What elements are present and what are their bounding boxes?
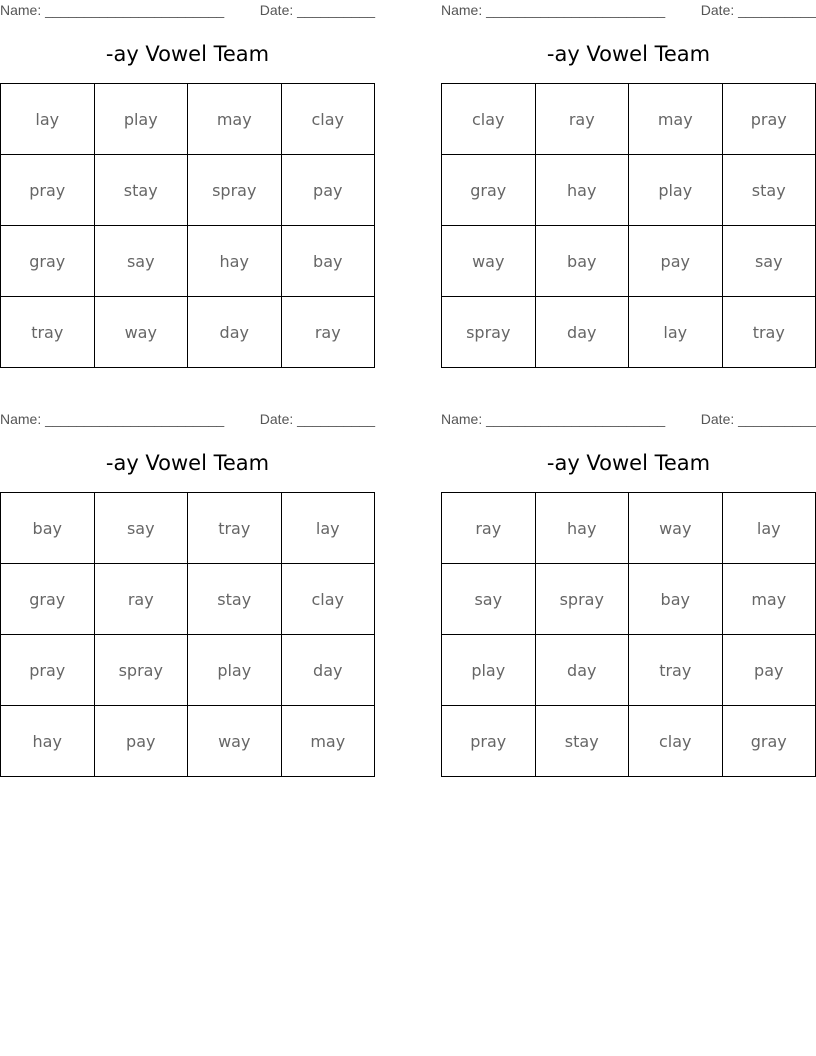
card-title: -ay Vowel Team [105,451,270,475]
grid-cell: tray [188,493,282,564]
grid-cell: may [629,84,723,155]
grid-row [442,226,816,297]
grid-cell: gray [722,706,816,777]
grid-cell: bay [535,226,629,297]
grid-cell: pay [94,706,188,777]
grid-cell: hay [535,493,629,564]
grid-cell: clay [281,564,375,635]
grid-cell: spray [94,635,188,706]
grid-cell: hay [188,226,282,297]
grid-cell: lay [281,493,375,564]
grid-cell: day [188,297,282,368]
grid-cell: pay [722,635,816,706]
grid-cell: lay [722,493,816,564]
grid-cell: pray [722,84,816,155]
grid-cell: tray [722,297,816,368]
grid-row [1,84,375,155]
grid-cell: pay [629,226,723,297]
name-field-label: Name: _______________________ [441,2,666,18]
grid-cell: pray [1,155,95,226]
grid-cell: way [629,493,723,564]
grid-row [1,155,375,226]
grid-row [442,155,816,226]
card-title: -ay Vowel Team [546,42,711,66]
grid-cell: gray [442,155,536,226]
card-header [441,2,816,18]
grid-cell: spray [442,297,536,368]
grid-cell: may [281,706,375,777]
date-field-label: Date: __________ [259,2,375,18]
grid-cell: way [188,706,282,777]
grid-row [1,564,375,635]
grid-cell: play [442,635,536,706]
grid-cell: lay [629,297,723,368]
grid-cell: stay [722,155,816,226]
date-field-label: Date: __________ [259,411,375,427]
grid-cell: spray [188,155,282,226]
name-field-label: Name: _______________________ [441,411,666,427]
grid-cell: lay [1,84,95,155]
card-header [0,411,375,427]
bingo-card-3 [0,409,375,774]
grid-cell: clay [442,84,536,155]
grid-cell: may [188,84,282,155]
grid-cell: gray [1,226,95,297]
card-header [441,411,816,427]
grid-cell: say [442,564,536,635]
grid-row [1,226,375,297]
grid-cell: clay [629,706,723,777]
grid-row [442,635,816,706]
grid-cell: hay [535,155,629,226]
bingo-card-4 [441,409,816,774]
grid-cell: spray [535,564,629,635]
grid-row [442,84,816,155]
bingo-card-1 [0,0,375,365]
grid-cell: pray [1,635,95,706]
grid-cell: tray [1,297,95,368]
grid-row [442,706,816,777]
grid-cell: bay [629,564,723,635]
word-grid [0,492,375,777]
grid-cell: say [94,493,188,564]
grid-cell: clay [281,84,375,155]
grid-cell: play [629,155,723,226]
grid-row [1,635,375,706]
date-field-label: Date: __________ [700,411,816,427]
bingo-card-2 [441,0,816,365]
grid-cell: bay [1,493,95,564]
grid-cell: play [94,84,188,155]
grid-cell: day [535,297,629,368]
grid-cell: say [722,226,816,297]
grid-row [442,297,816,368]
name-field-label: Name: _______________________ [0,411,225,427]
name-field-label: Name: _______________________ [0,2,225,18]
grid-cell: pay [281,155,375,226]
grid-cell: stay [535,706,629,777]
grid-cell: way [442,226,536,297]
card-title: -ay Vowel Team [546,451,711,475]
grid-cell: hay [1,706,95,777]
grid-row [1,493,375,564]
grid-cell: pray [442,706,536,777]
grid-cell: ray [94,564,188,635]
word-grid [441,492,816,777]
grid-cell: may [722,564,816,635]
grid-cell: day [535,635,629,706]
grid-cell: stay [188,564,282,635]
grid-cell: say [94,226,188,297]
word-grid [441,83,816,368]
grid-cell: stay [94,155,188,226]
grid-cell: bay [281,226,375,297]
grid-row [442,493,816,564]
card-header [0,2,375,18]
word-grid [0,83,375,368]
grid-cell: ray [442,493,536,564]
date-field-label: Date: __________ [700,2,816,18]
grid-row [1,297,375,368]
grid-cell: day [281,635,375,706]
grid-row [1,706,375,777]
card-title: -ay Vowel Team [105,42,270,66]
grid-cell: tray [629,635,723,706]
grid-row [442,564,816,635]
grid-cell: ray [535,84,629,155]
grid-cell: gray [1,564,95,635]
grid-cell: play [188,635,282,706]
grid-cell: ray [281,297,375,368]
grid-cell: way [94,297,188,368]
